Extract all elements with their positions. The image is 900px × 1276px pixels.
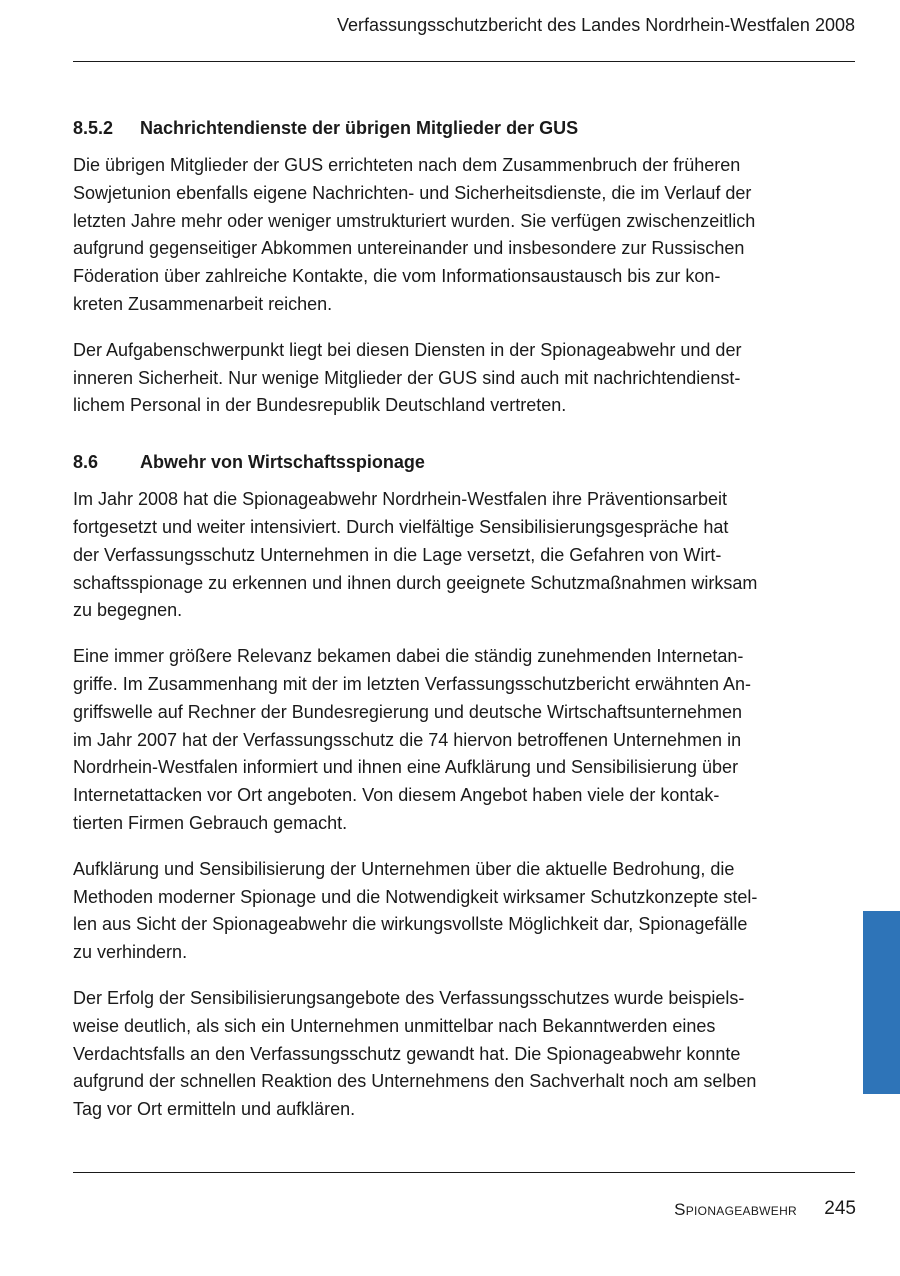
footer-rule bbox=[73, 1172, 855, 1173]
page-content bbox=[73, 116, 813, 1142]
chapter-side-tab bbox=[863, 911, 900, 1094]
paragraph: Die übrigen Mitglieder der GUS errichteten nach dem Zusammenbruch der früheren Sowjetunion ebenfalls eigene Nachrichten- und Sicherheitsdienste, die im Verlauf der letzten Jahre mehr oder weniger umstrukturiert wurden. Sie verfügen zwischenzeitlich aufgrund gegenseitiger Abkommen untereinander und insbesondere zur Russischen Föderation über zahlreiche Kontakte, die vom Informationsaustausch bis zur kon- kreten Zusammenarbeit reichen. bbox=[73, 155, 756, 314]
running-header: Verfassungsschutzbericht des Landes Nordrhein-Westfalen 2008 bbox=[337, 15, 855, 35]
section-number: 8.5.2 bbox=[73, 118, 114, 138]
section-title: Nachrichtendienste der übrigen Mitglieder der GUS bbox=[140, 118, 579, 138]
section-number: 8.6 bbox=[73, 452, 99, 473]
section-title: Abwehr von Wirtschaftsspionage bbox=[140, 452, 425, 473]
paragraph: Aufklärung und Sensibilisierung der Unternehmen über die aktuelle Bedrohung, die Methoden moderner Spionage und die Notwendigkeit wirksamer Schutzkonzepte stel- len aus Sicht der Spionageabwehr die wirkungsvollste Möglichkeit dar, Spionagefälle zu verhindern. bbox=[73, 858, 758, 963]
section-heading-8-5-2 bbox=[73, 116, 813, 140]
paragraph: Im Jahr 2008 hat die Spionageabwehr Nordrhein-Westfalen ihre Präventionsarbeit fortgesetzt und weiter intensiviert. Durch vielfältige Sensibilisierungsgespräche hat der Verfassungsschutz Unternehmen in die Lage versetzt, die Gefahren von Wirt- schaftsspionage zu erkennen und ihnen durch geeignete Schutzmaßnahmen wirksam zu begegnen. bbox=[73, 489, 758, 621]
paragraph: Der Aufgabenschwerpunkt liegt bei diesen Diensten in der Spionageabwehr und der inneren Sicherheit. Nur wenige Mitglieder der GUS sind auch mit nachrichtendienst- lichem Personal in der Bundesrepublik Deutschland vertreten. bbox=[73, 339, 742, 416]
header-rule bbox=[73, 61, 855, 62]
paragraph: Eine immer größere Relevanz bekamen dabei die ständig zunehmenden Internetan- griffe. Im Zusammenhang mit der im letzten Verfassungsschutzbericht erwähnten An- griffswelle auf Rechner der Bundesregierung und deutsche Wirtschaftsunternehmen im Jahr 2007 hat der Verfassungsschutz die 74 hiervon betroffenen Unternehmen in Nordrhein-Westfalen informiert und ihnen eine Aufklärung und Sensibilisierung über Internetattacken vor Ort angeboten. Von diesem Angebot haben viele der kontak- tierten Firmen Gebrauch gemacht. bbox=[73, 646, 751, 833]
paragraph: Der Erfolg der Sensibilisierungsangebote des Verfassungsschutzes wurde beispiels- weise deutlich, als sich ein Unternehmen unmittelbar nach Bekanntwerden eines Verdachtsfalls an den Verfassungsschutz gewandt hat. Die Spionageabwehr konnte aufgrund der schnellen Reaktion des Unternehmens den Sachverhalt noch am selben Tag vor Ort ermitteln und aufklären. bbox=[73, 987, 757, 1120]
section-heading-8-6 bbox=[73, 450, 813, 474]
chapter-label: Spionageabwehr bbox=[674, 1200, 797, 1219]
page-number: 245 bbox=[824, 1198, 856, 1219]
